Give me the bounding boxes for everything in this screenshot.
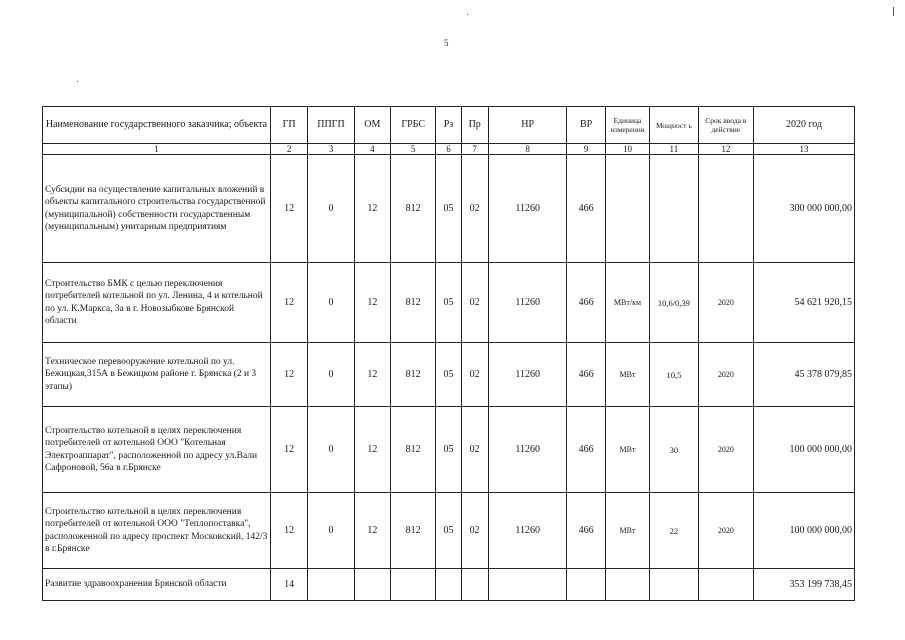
column-number: 10 [605, 144, 649, 155]
row-name: Субсидии на осуществление капитальных вложений в объекты капитального строительства государственной (муниципальной) собственности государственным (муниципальным) унитарным предприятиям [43, 155, 271, 263]
cell-ppgp: 0 [308, 263, 354, 343]
cell-term: 2020 [698, 343, 753, 407]
cell-ppgp [308, 569, 354, 601]
header-nr: НР [488, 107, 567, 144]
header-unit: Единица измерения [605, 107, 649, 144]
cell-vr: 466 [567, 407, 605, 493]
cell-capacity: 10,6/0,39 [650, 263, 698, 343]
cell-pr: 02 [461, 263, 488, 343]
cell-amount: 353 199 738,45 [754, 569, 855, 601]
row-name: Техническое перевооружение котельной по ул. Бежицкая,315А в Бежицком районе г. Брянска (2 и 3 этапы) [43, 343, 271, 407]
cell-gp: 12 [270, 407, 307, 493]
cell-rz: 05 [436, 155, 461, 263]
table-row [43, 263, 855, 343]
cell-vr [567, 569, 605, 601]
column-number: 8 [488, 144, 567, 155]
cell-amount: 100 000 000,00 [754, 407, 855, 493]
table-row [43, 407, 855, 493]
cell-gp: 12 [270, 263, 307, 343]
cell-om [354, 569, 390, 601]
row-name: Строительство котельной в целях переключения потребителей от котельной ООО "Теплопоставка", расположенной по адресу проспект Московский, 142/3 в г.Брянске [43, 493, 271, 569]
cell-grbs: 812 [390, 263, 435, 343]
page-number: 5 [444, 38, 449, 48]
cell-term: 2020 [698, 493, 753, 569]
header-capacity: Мощност ь [650, 107, 698, 144]
cell-rz: 05 [436, 343, 461, 407]
cell-vr: 466 [567, 493, 605, 569]
column-number: 12 [698, 144, 753, 155]
column-number: 7 [461, 144, 488, 155]
cell-nr: 11260 [488, 155, 567, 263]
cell-grbs: 812 [390, 493, 435, 569]
cell-vr: 466 [567, 343, 605, 407]
column-number: 11 [650, 144, 698, 155]
header-rz: Рз [436, 107, 461, 144]
header-grbs: ГРБС [390, 107, 435, 144]
table-header-row [43, 107, 855, 144]
cell-om: 12 [354, 343, 390, 407]
cell-unit: МВт [605, 407, 649, 493]
cell-unit: МВт/км [605, 263, 649, 343]
header-term: Срок ввода в действие [698, 107, 753, 144]
column-number: 2 [270, 144, 307, 155]
cell-rz: 05 [436, 493, 461, 569]
column-number: 1 [43, 144, 271, 155]
budget-table [42, 106, 855, 601]
cell-term: 2020 [698, 263, 753, 343]
cell-nr: 11260 [488, 493, 567, 569]
cell-nr: 11260 [488, 407, 567, 493]
cell-capacity [650, 569, 698, 601]
cell-amount: 54 621 920,15 [754, 263, 855, 343]
cell-nr: 11260 [488, 343, 567, 407]
cell-unit: МВт [605, 493, 649, 569]
header-year: 2020 год [754, 107, 855, 144]
cell-grbs [390, 569, 435, 601]
cell-term: 2020 [698, 407, 753, 493]
cell-pr: 02 [461, 493, 488, 569]
cell-vr: 466 [567, 155, 605, 263]
cell-om: 12 [354, 407, 390, 493]
cell-ppgp: 0 [308, 155, 354, 263]
cell-grbs: 812 [390, 155, 435, 263]
cell-gp: 12 [270, 493, 307, 569]
table-row [43, 493, 855, 569]
cell-grbs: 812 [390, 343, 435, 407]
table-row [43, 343, 855, 407]
cell-ppgp: 0 [308, 343, 354, 407]
cell-gp: 12 [270, 343, 307, 407]
cell-rz: 05 [436, 263, 461, 343]
cell-amount: 45 378 079,85 [754, 343, 855, 407]
cell-term [698, 569, 753, 601]
header-name: Наименование государственного заказчика; объекта [43, 107, 271, 144]
column-number: 6 [436, 144, 461, 155]
cell-om: 12 [354, 155, 390, 263]
cell-unit [605, 155, 649, 263]
cell-term [698, 155, 753, 263]
row-name: Строительство БМК с целью переключения потребителей котельной по ул. Ленина, 4 и котельной по ул. К.Маркса, 3а в г. Новозыбкове Брянской области [43, 263, 271, 343]
cell-vr: 466 [567, 263, 605, 343]
cell-om: 12 [354, 493, 390, 569]
column-number: 3 [308, 144, 354, 155]
cell-rz [436, 569, 461, 601]
table-row [43, 155, 855, 263]
cell-unit [605, 569, 649, 601]
cell-nr [488, 569, 567, 601]
header-vr: ВР [567, 107, 605, 144]
cell-capacity: 30 [650, 407, 698, 493]
cell-pr: 02 [461, 343, 488, 407]
cell-capacity: 10,5 [650, 343, 698, 407]
column-number: 4 [354, 144, 390, 155]
cell-unit: МВт [605, 343, 649, 407]
header-gp: ГП [270, 107, 307, 144]
column-number-row [43, 144, 855, 155]
column-number: 9 [567, 144, 605, 155]
header-ppgp: ППГП [308, 107, 354, 144]
row-name: Развитие здравоохранения Брянской области [43, 569, 271, 601]
cell-rz: 05 [436, 407, 461, 493]
cell-om: 12 [354, 263, 390, 343]
cell-capacity [650, 155, 698, 263]
header-pr: Пр [461, 107, 488, 144]
cell-pr: 02 [461, 155, 488, 263]
table-row [43, 569, 855, 601]
cell-ppgp: 0 [308, 407, 354, 493]
cell-capacity: 22 [650, 493, 698, 569]
cell-gp: 14 [270, 569, 307, 601]
column-number: 13 [754, 144, 855, 155]
cell-gp: 12 [270, 155, 307, 263]
scan-speck [467, 14, 468, 15]
cell-grbs: 812 [390, 407, 435, 493]
cell-pr [461, 569, 488, 601]
scan-speck [893, 7, 894, 16]
header-om: ОМ [354, 107, 390, 144]
row-name: Строительство котельной в целях переключения потребителей от котельной ООО "Котельная Электроаппарат", расположенной по адресу ул.Вали Сафроновой, 56а в г.Брянске [43, 407, 271, 493]
scan-speck [77, 81, 78, 82]
cell-nr: 11260 [488, 263, 567, 343]
cell-ppgp: 0 [308, 493, 354, 569]
cell-amount: 300 000 000,00 [754, 155, 855, 263]
cell-amount: 100 000 000,00 [754, 493, 855, 569]
column-number: 5 [390, 144, 435, 155]
cell-pr: 02 [461, 407, 488, 493]
